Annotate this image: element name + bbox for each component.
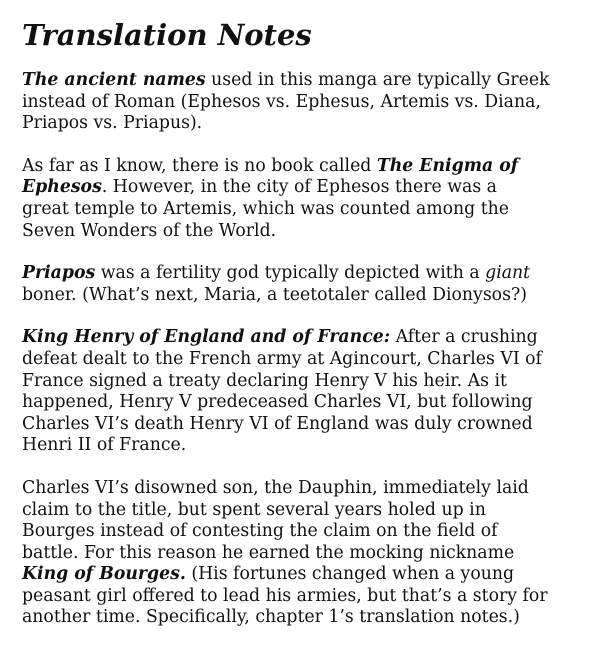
text-line [22,607,582,629]
body-text: used in this manga are typically Greek [205,70,550,90]
body-text: (His fortunes changed when a young [185,564,515,585]
paragraph-1 [22,70,582,135]
text-line [22,543,582,565]
body-text: defeat dealt to the French army at Agincourt, Charles VI of [22,348,542,369]
emphasis-text: King Henry of England and of France: [22,327,391,348]
body-text: peasant girl offered to lead his armies, but that’s a story for [22,585,548,606]
body-text: another time. Specifically, chapter 1’s translation notes.) [22,607,520,628]
text-line [22,221,582,243]
text-line [22,564,582,586]
emphasis-text: Priapos [22,263,96,284]
text-line [22,371,582,393]
text-line [22,521,582,543]
body-text: Priapos vs. Priapus). [22,113,203,134]
body-text: was a fertility god typically depicted with a [95,263,486,284]
body-text: Bourges instead of contesting the claim on the field of [22,521,498,542]
body-text: Charles VI’s death Henry VI of England was duly crowned [22,413,533,434]
body-text: boner. (What’s next, Maria, a teetotaler called Dionysos?) [22,284,527,305]
emphasis-text: The Enigma of [376,155,519,176]
text-line [22,113,582,135]
text-line [22,435,582,457]
body-text: After a crushing [390,327,538,348]
text-line [22,500,582,522]
text-line [22,199,582,221]
body-text: As far as I know, there is no book called [22,155,377,176]
document-page [22,16,582,650]
text-line [22,177,582,199]
text-line [22,327,582,349]
text-line [22,70,582,92]
paragraph-3 [22,263,582,306]
body-text: great temple to Artemis, which was counted among the [22,198,510,219]
page-title: Translation Notes [22,18,312,52]
emphasis-text: Ephesos [22,177,102,198]
text-line [22,156,582,178]
paragraph-2 [22,156,582,242]
body-text: France signed a treaty declaring Henry V his heir. As it [22,370,507,391]
body-text: instead of Roman (Ephesos vs. Ephesus, Artemis vs. Diana, [22,91,541,112]
body-text: Charles VI’s disowned son, the Dauphin, immediately laid [22,477,529,498]
text-line [22,285,582,307]
text-line [22,349,582,371]
emphasis-text: The ancient names [22,70,206,90]
emphasis-text: giant [485,263,531,284]
body-text: battle. For this reason he earned the mocking nickname [22,542,515,563]
body-text: Henri II of France. [22,435,187,456]
document-body [22,70,582,629]
text-line [22,478,582,500]
body-text: claim to the title, but spent several years holed up in [22,499,486,520]
emphasis-text: King of Bourges. [22,564,186,585]
paragraph-4 [22,327,582,457]
text-line [22,586,582,608]
body-text: Seven Wonders of the World. [22,220,277,241]
text-line [22,414,582,436]
body-text: happened, Henry V predeceased Charles VI, but following [22,392,533,413]
paragraph-5 [22,478,582,629]
body-text: . However, in the city of Ephesos there was a [101,177,497,198]
text-line [22,263,582,285]
text-line [22,92,582,114]
text-line [22,392,582,414]
